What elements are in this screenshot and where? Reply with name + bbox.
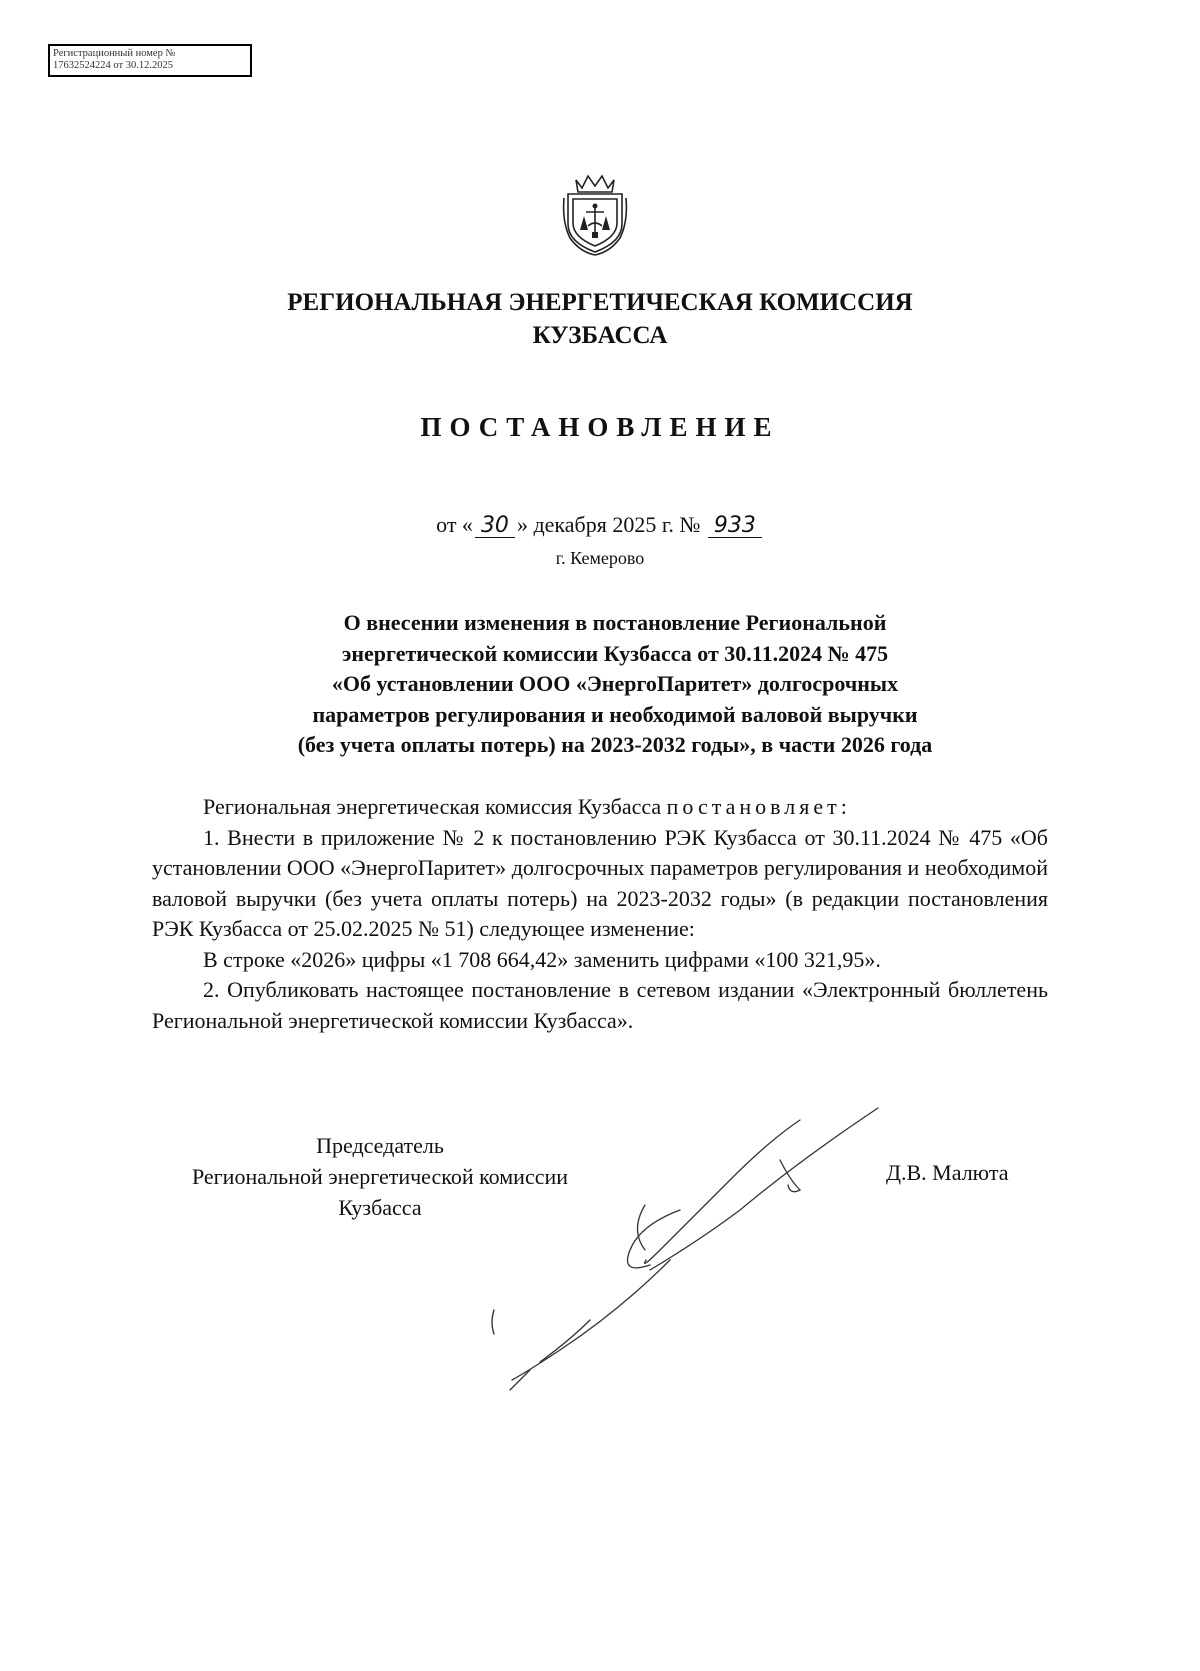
registration-value: 17632524224 от 30.12.2025 [53, 60, 173, 71]
title-line: параметров регулирования и необходимой валовой выручки [312, 701, 918, 727]
signatory-name: Д.В. Малюта [886, 1160, 1009, 1185]
position-line: Председатель [316, 1133, 444, 1158]
intro-verb: постановляет: [666, 794, 851, 819]
registration-number-box [48, 44, 252, 77]
intro-paragraph [152, 792, 1048, 823]
title-line: О внесении изменения в постановление Региональной [343, 610, 887, 635]
position-line: Кузбасса [338, 1195, 422, 1220]
date-prefix: от « [436, 512, 473, 537]
title-line: энергетической комиссии Кузбасса от 30.11.2024 № 475 [341, 640, 889, 666]
intro-text: Региональная энергетическая комиссия Кузбасса [203, 794, 662, 819]
organization-name: РЕГИОНАЛЬНАЯ ЭНЕРГЕТИЧЕСКАЯ КОМИССИЯ [287, 289, 913, 316]
document-type: ПОСТАНОВЛЕНИЕ [420, 412, 780, 442]
document-dateline [0, 512, 1200, 538]
handwritten-signature [470, 1100, 890, 1400]
item-1-paragraph: 1. Внести в приложение № 2 к постановлению РЭК Кузбасса от 30.11.2024 № 475 «Об установлении ООО «ЭнергоПаритет» долгосрочных параметров регулирования и необходимой валовой выручки (без учета оплаты потерь) на 2023-2032 годы» (в редакции постановления РЭК Кузбасса от 25.02.2025 № 51) следующее изменение: [152, 824, 1048, 941]
title-line: «Об установлении ООО «ЭнергоПаритет» долгосрочных [331, 671, 899, 696]
item-2-paragraph: 2. Опубликовать настоящее постановление в сетевом издании «Электронный бюллетень Региональной энергетической комиссии Кузбасса». [152, 977, 1048, 1033]
document-body [152, 792, 1048, 1036]
kuzbass-coat-of-arms-icon [562, 172, 628, 256]
document-number-handwritten: 933 [708, 515, 762, 538]
document-title [230, 608, 1000, 761]
document-city: г. Кемерово [555, 548, 645, 568]
change-paragraph: В строке «2026» цифры «1 708 664,42» заменить цифрами «100 321,95». [203, 946, 881, 972]
date-day-handwritten: 30 [475, 515, 515, 538]
position-line: Региональной энергетической комиссии [191, 1164, 569, 1189]
registration-label: Регистрационный номер № [53, 48, 176, 59]
date-middle: » декабря 2025 г. № [516, 512, 701, 537]
title-line: (без учета оплаты потерь) на 2023-2032 годы», в части 2026 года [297, 732, 933, 757]
organization-region: КУЗБАССА [532, 322, 668, 349]
